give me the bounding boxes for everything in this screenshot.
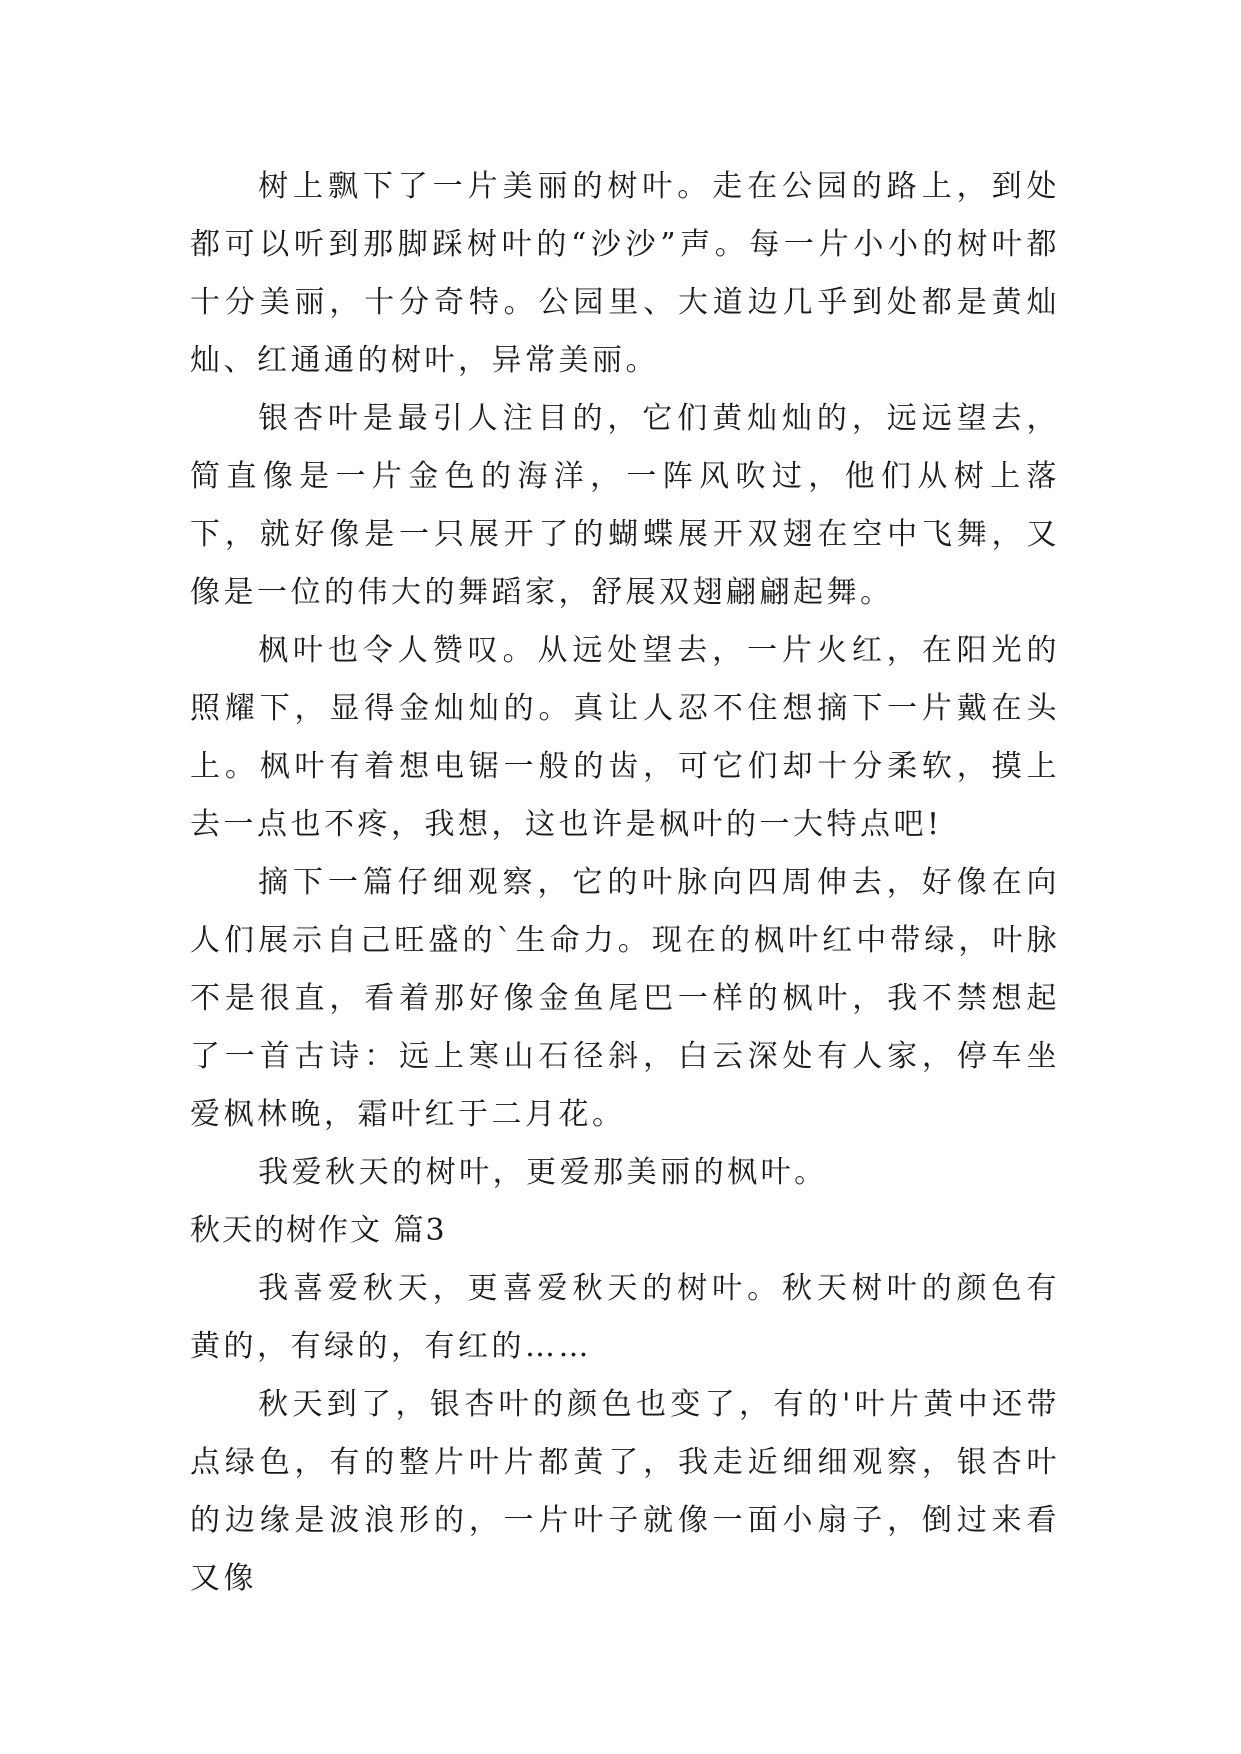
article-body	[190, 158, 1060, 1608]
paragraph: 银杏叶是最引人注目的，它们黄灿灿的，远远望去，简直像是一片金色的海洋，一阵风吹过，他们从树上落下，就好像是一只展开了的蝴蝶展开双翅在空中飞舞，又像是一位的伟大的舞蹈家，舒展双翅翩翩起舞。	[190, 401, 1060, 610]
paragraph: 秋天到了，银杏叶的颜色也变了，有的'叶片黄中还带点绿色，有的整片叶片都黄了，我走近细细观察，银杏叶的边缘是波浪形的，一片叶子就像一面小扇子，倒过来看又像	[190, 1387, 1060, 1596]
paragraph: 树上飘下了一片美丽的树叶。走在公园的路上，到处都可以听到那脚踩树叶的“沙沙”声。每一片小小的树叶都十分美丽，十分奇特。公园里、大道边几乎到处都是黄灿灿、红通通的树叶，异常美丽。	[190, 169, 1060, 378]
paragraph: 枫叶也令人赞叹。从远处望去，一片火红，在阳光的照耀下，显得金灿灿的。真让人忍不住想摘下一片戴在头上。枫叶有着想电锯一般的齿，可它们却十分柔软，摸上去一点也不疼，我想，这也许是枫叶的一大特点吧!	[190, 633, 1060, 842]
section-heading: 秋天的树作文 篇3	[190, 1213, 447, 1248]
paragraph: 摘下一篇仔细观察，它的叶脉向四周伸去，好像在向人们展示自己旺盛的`生命力。现在的枫叶红中带绿，叶脉不是很直，看着那好像金鱼尾巴一样的枫叶，我不禁想起了一首古诗：远上寒山石径斜，白云深处有人家，停车坐爱枫林晚，霜叶红于二月花。	[190, 865, 1060, 1132]
paragraph: 我喜爱秋天，更喜爱秋天的树叶。秋天树叶的颜色有黄的，有绿的，有红的……	[190, 1271, 1060, 1364]
paragraph: 我爱秋天的树叶，更爱那美丽的枫叶。	[258, 1155, 828, 1190]
